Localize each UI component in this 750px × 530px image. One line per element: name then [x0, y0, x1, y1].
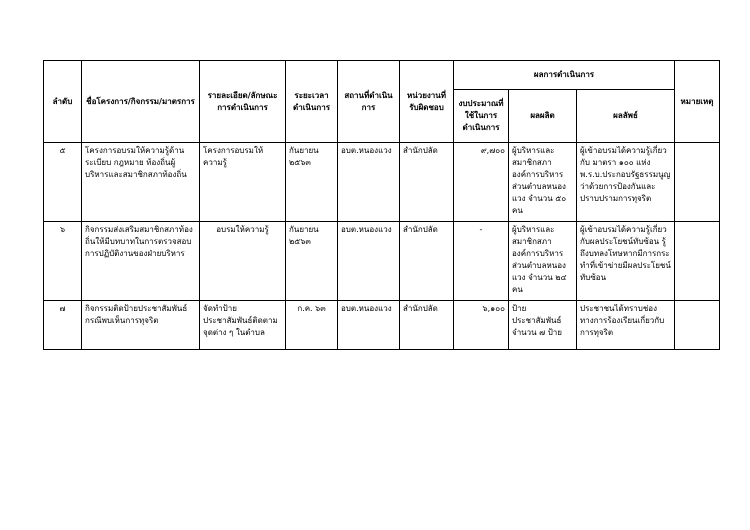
cell-period: กันยายน ๒๕๖๓: [286, 143, 338, 222]
header-budget: งบประมาณที่ใช้ในการดำเนินการ: [454, 90, 509, 143]
header-output: ผลผลิต: [509, 90, 577, 143]
cell-project: กิจกรรมติดป้ายประชาสัมพันธ์กรณีพบเห็นการทุจริต: [82, 301, 200, 350]
cell-project: โครงการอบรมให้ความรู้ด้านระเบียบ กฎหมาย ท้องถิ่นผู้บริหารและสมาชิกสภาท้องถิ่น: [82, 143, 200, 222]
cell-detail: อบรมให้ความรู้: [200, 222, 286, 301]
cell-output: ผู้บริหารและสมาชิกสภาองค์การบริหารส่วนตำบลหนองแวง จำนวน ๕๐ คน: [509, 143, 577, 222]
cell-detail: จัดทำป้ายประชาสัมพันธ์ติดตามจุดต่าง ๆ ในตำบล: [200, 301, 286, 350]
cell-output: ป้ายประชาสัมพันธ์ จำนวน ๗ ป้าย: [509, 301, 577, 350]
cell-outcome: ประชาชนได้ทราบช่องทางการร้องเรียนเกี่ยวกับการทุจริต: [577, 301, 675, 350]
cell-period: ก.ค. ๖๓: [286, 301, 338, 350]
cell-place: อบต.หนองแวง: [338, 301, 400, 350]
cell-agency: สำนักปลัด: [400, 143, 454, 222]
cell-no: ๕: [44, 143, 82, 222]
table-row: [44, 301, 720, 350]
header-remark: หมายเหตุ: [675, 61, 720, 143]
cell-remark: [675, 222, 720, 301]
cell-period: กันยายน ๒๕๖๓: [286, 222, 338, 301]
header-project: ชื่อโครงการ/กิจกรรม/มาตรการ: [82, 61, 200, 143]
cell-agency: สำนักปลัด: [400, 222, 454, 301]
header-agency: หน่วยงานที่รับผิดชอบ: [400, 61, 454, 143]
header-no: ลำดับ: [44, 61, 82, 143]
header-results: ผลการดำเนินการ: [454, 61, 675, 90]
cell-outcome: ผู้เข้าอบรมได้ความรู้เกี่ยวกับ มาตรา ๑๐๐ แห่ง พ.ร.บ.ประกอบรัฐธรรมนูญว่าด้วยการป้องกันและปราบปรามการทุจริต: [577, 143, 675, 222]
cell-budget: ๙,๗๐๐: [454, 143, 509, 222]
cell-budget: ๖,๑๐๐: [454, 301, 509, 350]
cell-no: ๖: [44, 222, 82, 301]
header-outcome: ผลลัพธ์: [577, 90, 675, 143]
cell-outcome: ผู้เข้าอบรมได้ความรู้เกี่ยวกับผลประโยชน์ทับซ้อน รู้ถึงบทลงโทษหากมีการกระทำที่เข้าข่ายมีผลประโยชน์ทับซ้อน: [577, 222, 675, 301]
cell-detail: โครงการอบรมให้ความรู้: [200, 143, 286, 222]
header-period: ระยะเวลาดำเนินการ: [286, 61, 338, 143]
cell-remark: [675, 301, 720, 350]
cell-budget: -: [454, 222, 509, 301]
cell-place: อบต.หนองแวง: [338, 222, 400, 301]
header-detail: รายละเอียด/ลักษณะการดำเนินการ: [200, 61, 286, 143]
header-place: สถานที่ดำเนินการ: [338, 61, 400, 143]
table-row: [44, 222, 720, 301]
table-row: [44, 143, 720, 222]
report-table: [43, 60, 720, 350]
cell-remark: [675, 143, 720, 222]
cell-agency: สำนักปลัด: [400, 301, 454, 350]
cell-place: อบต.หนองแวง: [338, 143, 400, 222]
cell-output: ผู้บริหารและสมาชิกสภาองค์การบริหารส่วนตำบลหนองแวง จำนวน ๒๔ คน: [509, 222, 577, 301]
cell-project: กิจกรรมส่งเสริมสมาชิกสภาท้องถิ่นให้มีบทบาทในการตรวจสอบการปฏิบัติงานของฝ่ายบริหาร: [82, 222, 200, 301]
cell-no: ๗: [44, 301, 82, 350]
